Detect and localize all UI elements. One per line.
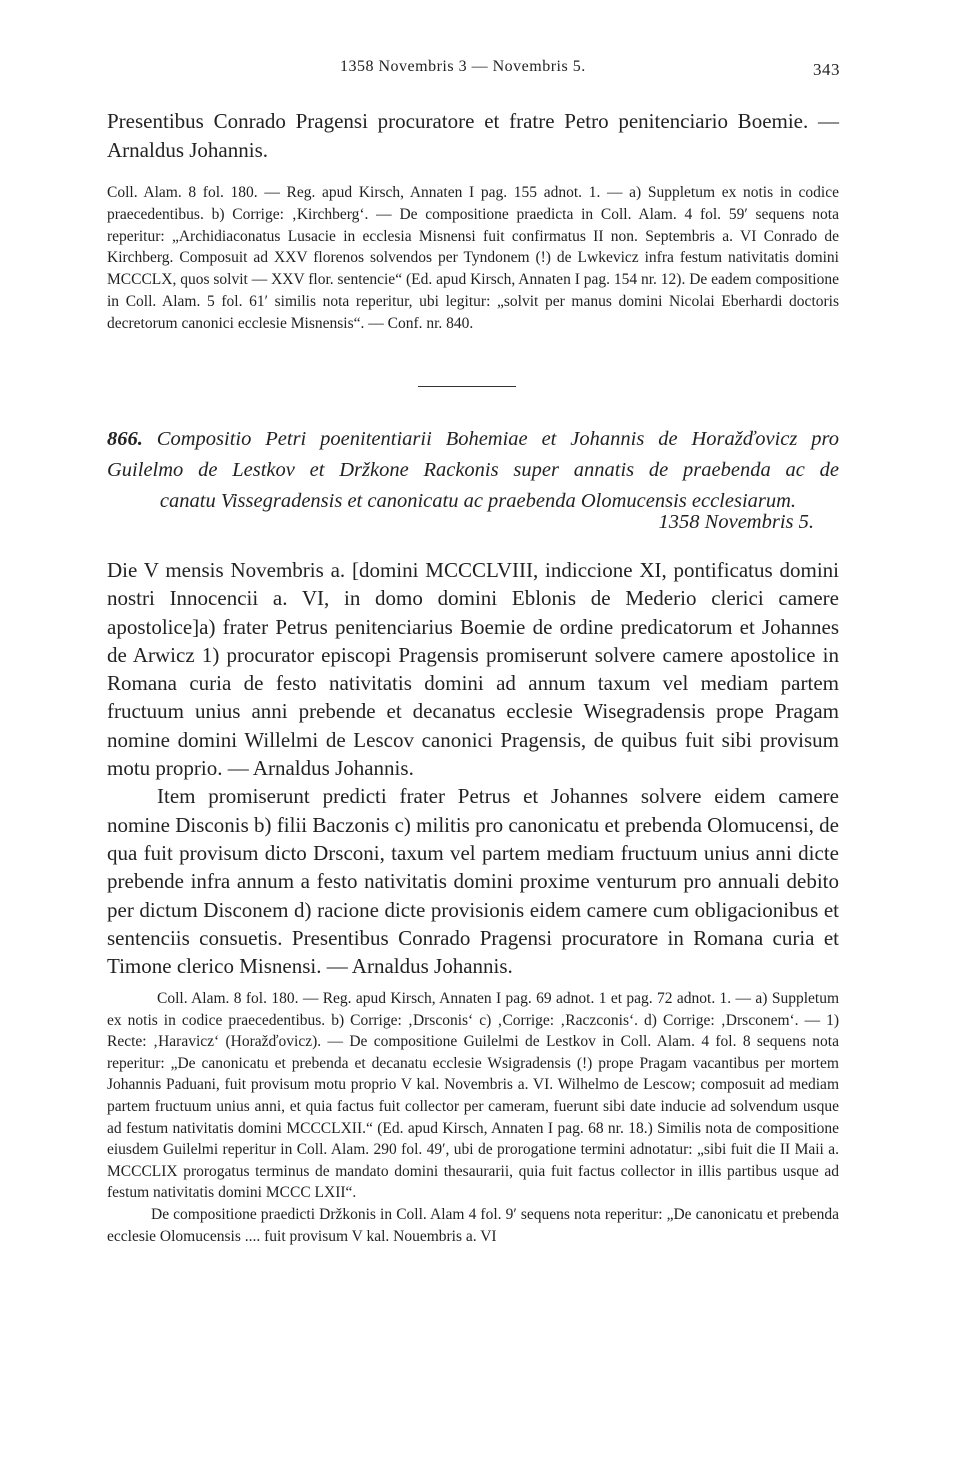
entry-heading-line-3: canatu Vissegradensis et canonicatu ac praebenda Olomucensis ecclesiarum. — [159, 490, 797, 512]
entry-footnotes — [107, 988, 839, 1247]
page-number: 343 — [813, 60, 840, 79]
previous-entry-ending — [107, 107, 839, 165]
previous-entry-footnotes — [107, 182, 839, 335]
entry-body — [107, 556, 839, 980]
entry-heading-text-1: Compositio Petri poenitentiarii Bohemiae et Johannis de Horažďovicz pro — [156, 428, 839, 450]
entry-footnote-paragraph-2: De compositione praedicti Držkonis in Coll. Alam 4 fol. 9′ sequens nota reperitur: „De canonicatu et prebenda ecclesie Olomucensis .... fuit provisum V kal. Nouembris a. VI — [107, 1205, 839, 1245]
running-head-title: 1358 Novembris 3 — Novembris 5. — [340, 58, 586, 75]
entry-footnote-paragraph-1: Coll. Alam. 8 fol. 180. — Reg. apud Kirsch, Annaten I pag. 69 adnot. 1 et pag. 72 adnot. 1. — a) Suppletum ex notis in codice praecedentibus. b) Corrige: ‚Drsconis‘ c) ‚Corrige: ‚Raczconis‘. d) Corrige: ‚Drsconem‘. — 1) Recte: ‚Haravicz‘ (Horažďovicz). — De compositione Guilelmi de Lestkov in Coll. Alam. 4 fol. 8 sequens nota reperitur: „De canonicatu et prebenda et decanatu ecclesie Wsigradensis (!) prope Pragam vacantibus per mortem Johannis Paduani, fuit provisum motu proprio V kal. Novembris a. VI. Wilhelmo de Lescow; composuit ad mediam partem fructuum unius anni, et quia factus fuit collector per cameram, fuerunt sibi date inducie ad solvendum usque ad festum nativitatis domini MCCCLXII.“ (Ed. apud Kirsch, Annaten I pag. 68 nr. 18.) Similis nota de compositione eiusdem Guilelmi reperitur in Coll. Alam. 290 fol. 49′, ubi de prorogatione termini adnotatur: „sibi fuit die II Maii a. MCCCLIX prorogatus terminus de mandato domini thesaurarii, quia fuit factus collector in illis partibus usque ad festum nativitatis domini MCCC LXII“. — [107, 990, 839, 1202]
entry-heading — [107, 424, 839, 517]
entry-paragraph-1: Die V mensis Novembris a. [domini MCCCLVIII, indiccione XI, pontificatus domini nostri Innocencii a. VI, in domo domini Eblonis de Mederio clerici camere apostolice]a) frater Petrus penitenciarius Boemie de ordine predicatorum et Johannes de Arwicz 1) procurator episcopi Pragensis promiserunt solvere camere apostolice in Romana curia de festo nativitatis domini ad annum taxum vel mediam partem fructuum unius anni prebende et decanatus ecclesie Wisegradensis prope Pragam nomine domini Willelmi de Lescov canonici Pragensis, de quibus fuit sibi provisum motu proprio. — Arnaldus Johannis. — [107, 558, 839, 781]
entry-paragraph-2: Item promiserunt predicti frater Petrus et Johannes solvere eidem camere nomine Disconis b) filii Baczonis c) militis pro canonicatu et prebenda Olomucensi, de qua fuit provisum dicto Drsconi, taxum vel partem mediam fructuum unius anni dicte prebende infra annum a festo nativitatis domini proxime venturum pro annuali debito per dictum Disconem d) racione dicte provisionis eidem camere cum obligacionibus et sentenciis consuetis. Presentibus Conrado Pragensi procuratore in Romana curia et Timone clerico Misnensi. — Arnaldus Johannis. — [107, 784, 839, 979]
entry-heading-line-1 — [107, 424, 839, 455]
entry-date: 1358 Novembris 5. — [658, 511, 814, 533]
section-divider — [418, 386, 516, 387]
entry-heading-line-2: Guilelmo de Lestkov et Držkone Rackonis super annatis de praebenda ac de — [107, 459, 839, 481]
previous-entry-footnote-text: Coll. Alam. 8 fol. 180. — Reg. apud Kirsch, Annaten I pag. 155 adnot. 1. — a) Suppletum ex notis in codice praecedentibus. b) Corrige: ‚Kirchberg‘. — De compositione praedicta in Coll. Alam. 4 fol. 59′ sequens nota reperitur: „Archidiaconatus Lusacie in ecclesia Misnensi fuit confirmatus II non. Septembris a. VI Conrado de Kirchberg. Composuit ad XXV florenos solvendos per Tyndonem (!) de Lwkevicz infra festum nativitatis domini MCCCLX, quos solvit — XXV flor. sentencie“ (Ed. apud Kirsch, Annaten I pag. 154 nr. 12). De eadem compositione in Coll. Alam. 5 fol. 61′ similis nota reperitur, ubi legitur: „solvit per manus domini Nicolai Eberhardi doctoris decretorum canonici ecclesie Misnensis“. — Conf. nr. 840. — [107, 184, 839, 332]
previous-entry-text: Presentibus Conrado Pragensi procuratore et fratre Petro penitenciario Boemie. — Arnaldus Johannis. — [107, 109, 839, 162]
entry-number: 866. — [107, 428, 143, 450]
